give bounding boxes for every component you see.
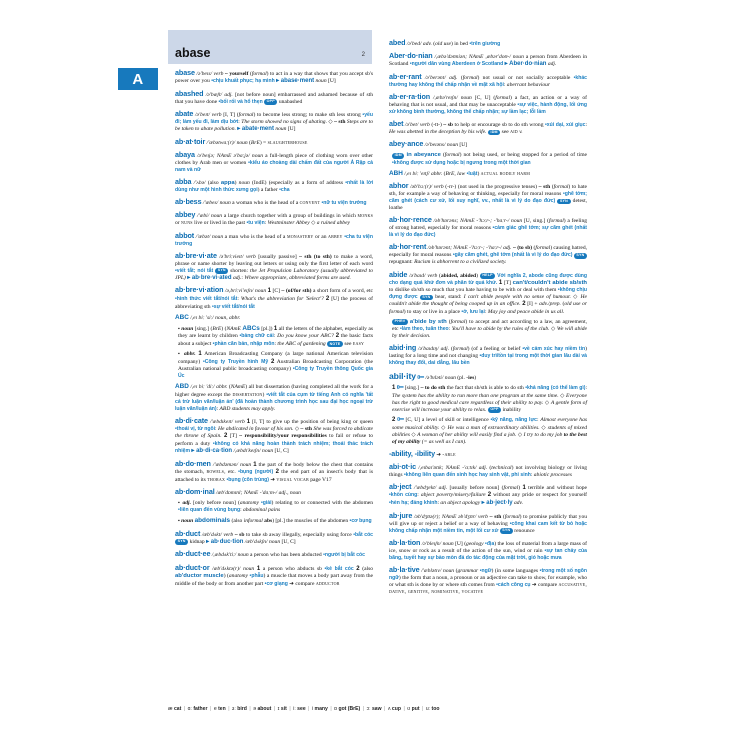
dictionary-entry: [168, 529, 373, 547]
dictionary-entry: [168, 563, 373, 588]
entry-text: -ability, -ibility ➔ -able: [389, 448, 456, 458]
entry-text: ab·hor·rence /əb'hɒrəns; NAmE -'hɔːr-; -'hɑːr-/ noun [U, sing.] (formal) a feeling of strong hatred, especially for moral reasons •cảm giác ghê tởm; sự căm ghét (nhất là vì lý do đạo đức): [389, 215, 588, 239]
phonetic-key-footer: [168, 706, 588, 712]
entry-text: ABH /,eɪ biː 'eɪtʃ/ abbr. (BrE, law •luật) actual bodily harm: [389, 169, 530, 177]
phonetic-symbol: e: [213, 706, 217, 712]
phonetic-example-word: cup: [391, 706, 401, 712]
dictionary-entry: [168, 89, 373, 106]
footer-separator: |: [183, 706, 186, 712]
footer-separator: |: [209, 706, 212, 712]
dictionary-entry: [382, 139, 587, 149]
running-head-word: abase: [175, 46, 211, 60]
footer-separator: |: [330, 706, 332, 712]
footer-separator: |: [289, 706, 291, 712]
entry-text: ab·dom·inal /æb'dɒmɪnl; NAmE -'dɑːm-/ adj., noun: [175, 486, 301, 496]
letter-tab-a[interactable]: [118, 68, 158, 90]
dictionary-entry: [168, 517, 373, 525]
entry-text: ab·ject /'æbdʒekt/ adj. [usually before noun] (formal) 1 terrible and without hope •khốn cùng: abject poverty/misery/failure 2 without any pride or respect for yourself •hèn hạ; đáng khinh: an abject apology ▸ ab·ject·ly adv.: [389, 481, 588, 507]
entry-text: PHRV a'bide by sth (formal) to accept and act according to a law, an agreement, etc •làm theo, tuân theo: You'll have to abide by the rules of the club. ◇ We will abide by their decision.: [392, 318, 587, 340]
entry-text: abashed /ə'bæʃt/ adj. [not before noun] embarrassed and ashamed because of sth that you have done •bối rối và hổ thẹn OPP unabashed: [175, 88, 373, 105]
phonetic-symbol: ʌ: [387, 706, 391, 712]
dictionary-entry: [382, 417, 587, 446]
dictionary-entry: [168, 416, 373, 456]
footer-separator: |: [403, 706, 405, 712]
dictionary-entry: [382, 38, 587, 48]
phonetic-example-word: too: [431, 706, 440, 712]
dictionary-entry: [168, 177, 373, 194]
phonetic-example-word: cat: [173, 706, 182, 712]
entry-text: abba /'ʌbə/ (also appa) noun (IndE) (especially as a form of address •nhất là lời dùng như một hình thức xưng gọi) a father •cha: [175, 176, 373, 194]
entry-text: abet /ə'bet/ verb (-tt-) ~ sb to help or encourage sb to do sth wrong •xúi dại, xúi giục: He was abetted in the deception by his wife. IDM see aid v.: [389, 119, 587, 136]
dictionary-entry: [382, 319, 587, 341]
dictionary-entry: [382, 482, 587, 508]
dictionary-entry: [168, 500, 373, 514]
dictionary-entry: [168, 549, 373, 559]
letter-tab-label: A: [132, 70, 144, 88]
dictionary-entry: [168, 325, 373, 348]
footer-separator: |: [249, 706, 251, 712]
phonetic-example-word: ten: [218, 706, 226, 712]
phonetic-symbol: i: [311, 706, 314, 712]
entry-text: ab·la·tion /ə'bleɪʃn/ noun [U] (geology •địa) the loss of material from a large mass of ice, snow or rock as a result of the action of the sun, wind or rain •sự tan chảy của băng, tuyết hay sự bào mòn đá do tác động của mặt trời, gió hoặc mưa: [389, 537, 587, 561]
dictionary-entry: [382, 170, 587, 178]
footer-separator: |: [308, 706, 310, 712]
phonetic-symbol: ɜː: [232, 706, 236, 712]
footer-separator: |: [422, 706, 424, 712]
phonetic-symbol: uː: [425, 706, 431, 712]
entry-text: abey·ance /ə'beɪəns/ noun [U]: [389, 139, 468, 149]
phonetic-example-word: saw: [371, 706, 382, 712]
entry-text: abhor /əb'hɔː(r)/ verb (-rr-) (not used in the progressive tenses) ~ sth (formal) to hate sth, for example a way of behaving or thinking, especially for moral reasons •ghê tởm; căm ghét (cách cư xử, lối suy nghĩ, vv., nhất là vì lý do đạo đức) SYN detest, loathe: [389, 181, 588, 212]
phonetic-example-word: sit: [280, 706, 287, 712]
entry-text: ab·do·men /'æbdəmən/ noun 1 the part of the body below the chest that contains the stomach, bowels, etc. •bụng (người) 2 the end part of an insect's body that is attached to its thorax •bụng (côn trùng) ➔ visual vocab page V17: [175, 458, 374, 483]
dictionary-entry: [382, 449, 587, 459]
dictionary-entry: [382, 215, 587, 239]
entry-text: ▪ adj. [only before noun] (anatomy •giải) relating to or connected with the abdomen •liên quan đến vùng bụng: abdominal pains: [178, 499, 374, 514]
dictionary-entry: [168, 459, 373, 484]
entry-text: abase /ə'beɪs/ verb ~ yourself (formal) to act in a way that shows that you accept sb's power over you •chịu khuất phục; hạ mình ▸ abase·ment noun [U]: [175, 68, 374, 85]
phonetic-example-word: father: [193, 706, 208, 712]
entry-text: ABD /,eɪ biː 'diː/ abbr. (NAmE) all but dissertation (having completed all the work for a higher degree except the dissertation) •viết tắt của cụm từ tiếng Anh có nghĩa 'tất cả trừ luận văn/luận án' (đã hoàn thành chương trình học sau đại học ngoại trừ luận văn/luận án): ABD students may apply.: [175, 383, 374, 412]
phonetic-example-word: bird: [237, 706, 247, 712]
phonetic-example-word: got (BrE): [338, 706, 361, 712]
entry-text: abide /ə'baɪd/ verb (abided, abided) HELP Với nghĩa 2, abode cũng được dùng cho dạng quá khứ đơn và phân từ quá khứ. 1 [T] can't/couldn't abide sb/sth to dislike sb/sth so much that you hate having to be with or deal with them •không chịu đựng được SYN bear, stand: I can't abide people with no sense of humour. ◇ He couldn't abide the thought of being cooped up in an office. 2 [I] + adv./prep. (old use or formal) to stay or live in a place •ở, lưu lại: May joy and peace abide in us all.: [389, 269, 588, 315]
entry-text: abbey /'æbi/ noun a large church together with a group of buildings in which monks or nuns live or lived in the past •tu viện: Westminster Abbey ◇ a ruined abbey: [175, 210, 373, 227]
phonetic-example-word: about: [257, 706, 272, 712]
entry-text: ab·at·toir /'æbətwɑː(r)/ noun (BrE) = slaughterhouse: [175, 136, 308, 146]
dictionary-entry: [168, 314, 373, 322]
footer-separator: |: [384, 706, 386, 712]
dictionary-entry: [382, 511, 587, 535]
dictionary-entry: [382, 371, 587, 383]
entry-text: abi·ot·ic /,eɪbaɪ'ɒtɪk; NAmE -'ɑːtɪk/ adj. (technical) not involving biology or living things •không liên quan đến sinh học hay sinh vật, phi sinh: abiotic processes: [389, 461, 588, 478]
dictionary-entry: [382, 462, 587, 479]
running-head-banner: [168, 30, 372, 64]
footer-separator: |: [273, 706, 276, 712]
phonetic-symbol: ɒ: [334, 706, 338, 712]
entry-text: ab·duct /æb'dʌkt/ verb ~ sb to take sb away illegally, especially using force •bắt cóc SYN kidnap ▸ ab·duc·tion /æb'dʌkʃn/ noun [U, C]: [175, 528, 374, 545]
dictionary-entry: [382, 270, 587, 316]
phonetic-symbol: iː: [293, 706, 296, 712]
entry-text: ab·hor·rent /əb'hɒrənt; NAmE -'hɔːr-; -'hɑːr-/ adj. ~ (to sb) (formal) causing hatred, especially for moral reasons •gây căm ghét, ghê tởm (nhất là vì lý do đạo đức) SYN repugnant: Racism is abhorrent to a civilized society.: [389, 242, 587, 266]
phonetic-symbol: ə: [253, 706, 257, 712]
entry-text: ab·er·rant /ə'berənt/ adj. (formal) not usual or not socially acceptable •khác thường hay không thể chấp nhận về mặt xã hội: aberrant behaviour: [389, 71, 588, 88]
dictionary-entry: [168, 150, 373, 174]
phonetic-symbol: æ: [168, 706, 173, 712]
dictionary-entry: [382, 119, 587, 136]
dictionary-entry: [168, 487, 373, 497]
dictionary-entry: [168, 285, 373, 310]
entry-text: abed /ə'bed/ adv. (old use) in bed •trên giường: [389, 38, 501, 47]
footer-separator: |: [362, 706, 365, 712]
entry-text: ab·er·ra·tion /,æbə'reɪʃn/ noun [C, U] (formal) a fact, an action or a way of behaving that is not usual, and that may be unacceptable •sự việc, hành động, lối ứng xử không bình thường, không thể chấp nhận; sự lầm lạc; lỗi lầm: [389, 91, 588, 115]
entry-text: ABC /,eɪ biː 'siː/ noun, abbr.: [175, 313, 241, 321]
dictionary-entry: [382, 72, 587, 89]
entry-text: ab·la·tive /'æblətɪv/ noun (grammar •ngữ) (in some languages •trong một số ngôn ngữ) the form that a noun, a pronoun or an adjective can take to show, for example, who or what sth is done by or where sth comes from •cách công cụ ➔ compare accusative, dative, genitive, nominative, vocative: [389, 565, 587, 596]
dictionary-entry: [382, 242, 587, 266]
dictionary-entry: [168, 251, 373, 283]
phonetic-symbol: ɪ: [277, 706, 280, 712]
dictionary-entry: [168, 68, 373, 86]
dictionary-entry: [168, 109, 373, 134]
right-column: [382, 38, 587, 599]
dictionary-entry: [168, 197, 373, 207]
dictionary-entry: [168, 137, 373, 147]
dictionary-entry: [382, 51, 587, 69]
dictionary-entry: [382, 538, 587, 562]
dictionary-entry: [382, 92, 587, 116]
entry-text: ab·duct·or /æb'dʌktə(r)/ noun 1 a person who abducts sb •kẻ bắt cóc 2 (also ab'ductor muscle) (anatomy •phẫu) a muscle that moves a body part away from the middle of the body or from another part •cơ giạng ➔ compare adductor: [175, 562, 374, 587]
entry-text: abid·ing /ə'baɪdɪŋ/ adj. (formal) (of a feeling or belief •về cảm xúc hay niềm tin) lasting for a long time and not changing •duy trì/tồn tại trong một thời gian lâu dài và không thay đổi, dai dẳng, lâu bền: [389, 343, 587, 367]
dictionary-entry: [382, 565, 587, 596]
dictionary-entry: [168, 210, 373, 227]
phonetic-example-word: put: [411, 706, 420, 712]
entry-text: ▪ noun [sing.] (BrE) (NAmE ABCs [pl.]) 1 all the letters of the alphabet, especially as they are learnt by children •bảng chữ cái: Do you know your ABC? 2 the basic facts about a subject •phần căn bản, nhập môn: the ABC of gardening NOTE see easy: [178, 324, 373, 348]
entry-text: ▪ noun abdominals (also informal abs) [pl.] the muscles of the abdomen •cơ bụng: [178, 517, 372, 525]
entry-text: abate /ə'beɪt/ verb [I, T] (formal) to become less strong; to make sth less strong •yếu đi; làm yếu đi, làm dịu bớt: The storm showed no signs of abating. ◇ ~ sth Steps are to be taken to abate pollution. ▸ abate·ment noun [U]: [175, 108, 373, 132]
dictionary-entry: [168, 383, 373, 412]
phonetic-symbol: ɑː: [187, 706, 192, 712]
dictionary-entry: [382, 343, 587, 367]
entry-text: abbot /'æbət/ noun a man who is the head of a monastery or an abbey •cha tu viện trưởng: [175, 230, 373, 247]
page-number: 2: [361, 52, 365, 58]
entry-text: 2 0━ [C, U] a level of skill or intelligence •kỹ năng, năng lực: Almost everyone has some musical ability. ◇ He was a man of extraordinary abilities. ◇ students of mixed abilities ◇ A woman of her ability will easily find a job. ◇ I try to do my job to the best of my ability (= as well as I can).: [392, 416, 588, 445]
dictionary-entry: [168, 351, 373, 380]
dictionary-entry: [382, 181, 587, 212]
entry-text: abaya /ə'beɪjə; NAmE ə'bɑːjə/ noun a full-length piece of clothing worn over other clothes by Arab men or women •kiểu áo choàng dài chấm đất của người Ả Rập cả nam và nữ: [175, 149, 374, 173]
entry-text: ab·di·cate /'æbdɪkeɪt/ verb 1 [I, T] to give up the position of being king or queen •thoái vị, từ ngôi: He abdicated in favour of his son. ◇ ~ sth She was forced to abdicate the throne of Spain. 2 [T] ~ responsibility/your responsibilities to fail or refuse to perform a duty •không có khả năng hoàn thành trách nhiệm; thoái thác trách nhiệm ▸ ab·di·ca·tion /,æbdɪ'keɪʃn/ noun [U, C]: [175, 415, 374, 454]
dictionary-entry: [382, 152, 587, 166]
entry-text: 1 0━ [sing.] ~ to do sth the fact that sb/sth is able to do sth •khả năng (có thể làm gì): The system has the ability to run more than one program at the same time. ◇ Everyone has the right to good medical care regardless of their ability to pay. ◇ A gentle form of exercise will increase your ability to relax. OPP inability: [392, 385, 588, 413]
footer-separator: |: [228, 706, 230, 712]
entry-text: ab·duct·ee /,æbdʌk'tiː/ noun a person who has been abducted •người bị bắt cóc: [175, 549, 365, 559]
entry-text: IDM in abeyance (formal) not being used, or being stopped for a period of time •không được sử dụng hoặc bị ngưng trong một thời gian: [392, 152, 587, 166]
phonetic-symbol: ɔː: [366, 706, 371, 712]
left-column: [168, 68, 373, 591]
entry-text: ab·jure /əb'dʒʊə(r); NAmE əb'dʒʊr/ verb ~ sth (formal) to promise publicly that you will give up or reject a belief or a way of behaving •công khai cam kết từ bỏ hoặc không chấp nhận một niềm tin, một lối cư xử SYN renounce: [389, 510, 587, 534]
phonetic-example-word: many: [314, 706, 328, 712]
entry-text: Aber·do·nian /,æbə'dəʊniən; NAmE ,æbər'doʊ-/ noun a person from Aberdeen in Scotland •người dân vùng Aberdeen ở Scotland ▸ Aber·do·nian adj.: [389, 51, 588, 68]
phonetic-symbol: ʊ: [407, 706, 411, 712]
dictionary-entry: [382, 385, 587, 414]
entry-text: abil·ity 0━ /ə'bɪləti/ noun (pl. -ies): [389, 370, 477, 381]
phonetic-example-word: see: [297, 706, 306, 712]
entry-text: ▪ abbr. 1 American Broadcasting Company (a large national American television company) •Công ty Truyền hình Mỹ 2 Australian Broadcasting Corporation (the Australian national public broadcasting company) •Công ty Truyền thông Quốc gia Úc: [178, 351, 374, 380]
dictionary-entry: [168, 231, 373, 248]
entry-text: ab·bre·vi·ate /ə'briːvieɪt/ verb [usually passive] ~ sth (to sth) to make a word, phrase or name shorter by leaving out letters or using only the first letter of each word •viết tắt; nói tắt SYN shorten: the Jet Propulsion Laboratory (usually abbreviated to JPL) ▸ ab·bre·vi·ated adj.: Where appropriate, abbreviated forms are used.: [175, 250, 373, 281]
entry-text: ab·bre·vi·ation /ə,briːvi'eɪʃn/ noun 1 [C] ~ (of/for sth) a short form of a word, etc •hình thức viết tắt/nói tắt: What's the abbreviation for 'Select'? 2 [U] the process of abbreviating sth •sự viết tắt/nói tắt: [175, 285, 374, 310]
entry-text: ab·bess /'æbes/ noun a woman who is the head of a convent •nữ tu viện trưởng: [175, 197, 367, 207]
